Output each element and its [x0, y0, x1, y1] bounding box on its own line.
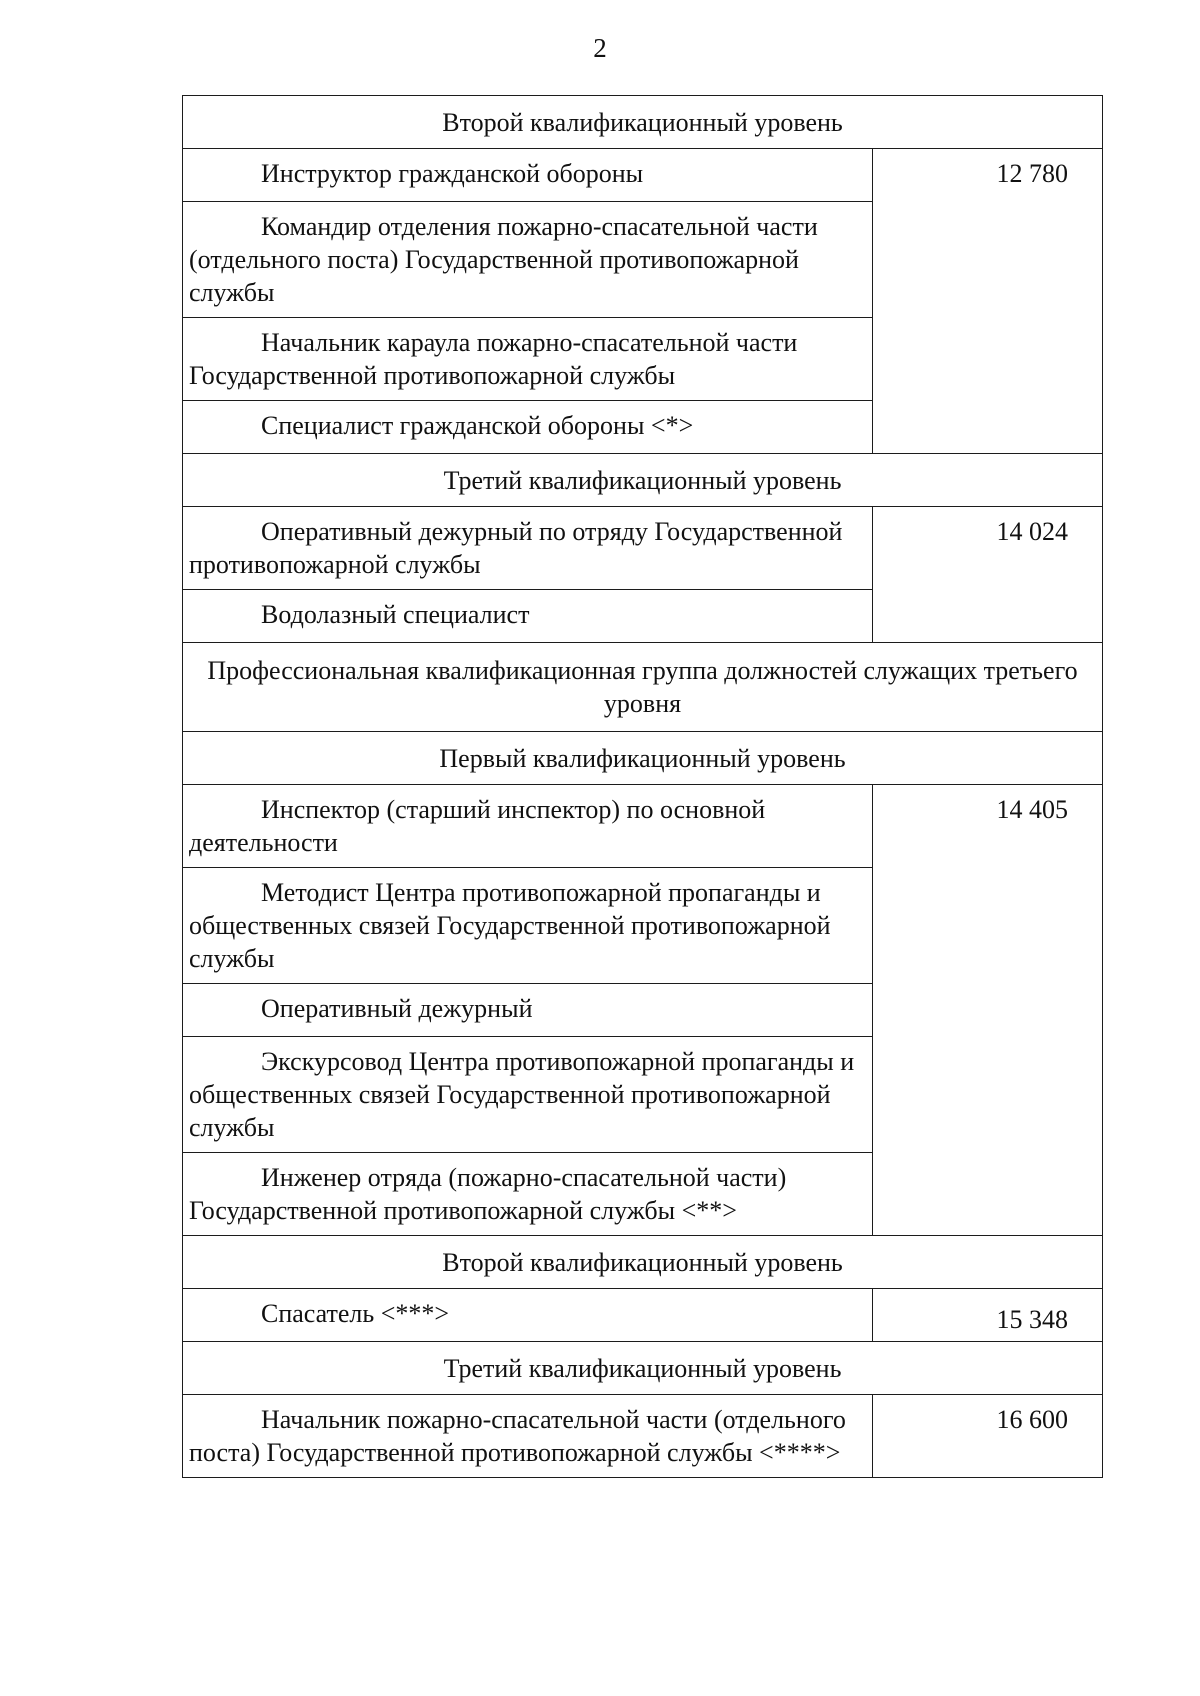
level-row [183, 732, 1103, 785]
page-number: 2 [593, 33, 607, 63]
position-name: Начальник караула пожарно-спасательной части Государственной противопожарной службы [183, 318, 873, 401]
level-row [183, 1236, 1103, 1289]
position-name: Специалист гражданской обороны <*> [183, 401, 873, 454]
table-row [183, 149, 1103, 202]
level-row [183, 454, 1103, 507]
position-name: Инженер отряда (пожарно-спасательной части) Государственной противопожарной службы <**> [183, 1153, 873, 1236]
position-name: Оперативный дежурный по отряду Государственной противопожарной службы [183, 507, 873, 590]
qualification-group: Профессиональная квалификационная группа должностей служащих третьего уровня [183, 643, 1103, 732]
salary-table [182, 95, 1103, 1478]
salary-value: 15 348 [873, 1289, 1103, 1342]
position-name: Инспектор (старший инспектор) по основной деятельности [183, 785, 873, 868]
qualification-level: Второй квалификационный уровень [183, 96, 1103, 149]
position-name: Методист Центра противопожарной пропаганды и общественных связей Государственной противопожарной службы [183, 868, 873, 984]
position-name: Водолазный специалист [183, 590, 873, 643]
position-name: Оперативный дежурный [183, 984, 873, 1037]
salary-value: 14 024 [873, 507, 1103, 643]
salary-value: 12 780 [873, 149, 1103, 454]
table-row [183, 1289, 1103, 1342]
table-row [183, 785, 1103, 868]
table-row [183, 1395, 1103, 1478]
position-name: Командир отделения пожарно-спасательной части (отдельного поста) Государственной противопожарной службы [183, 202, 873, 318]
qualification-level: Третий квалификационный уровень [183, 1342, 1103, 1395]
qualification-level: Второй квалификационный уровень [183, 1236, 1103, 1289]
salary-value: 16 600 [873, 1395, 1103, 1478]
level-row [183, 96, 1103, 149]
position-name: Инструктор гражданской обороны [183, 149, 873, 202]
qualification-level: Третий квалификационный уровень [183, 454, 1103, 507]
table-row [183, 507, 1103, 590]
group-row [183, 643, 1103, 732]
level-row [183, 1342, 1103, 1395]
position-name: Начальник пожарно-спасательной части (отдельного поста) Государственной противопожарной службы <****> [183, 1395, 873, 1478]
position-name: Спасатель <***> [183, 1289, 873, 1342]
qualification-level: Первый квалификационный уровень [183, 732, 1103, 785]
position-name: Экскурсовод Центра противопожарной пропаганды и общественных связей Государственной противопожарной службы [183, 1037, 873, 1153]
salary-value: 14 405 [873, 785, 1103, 1236]
